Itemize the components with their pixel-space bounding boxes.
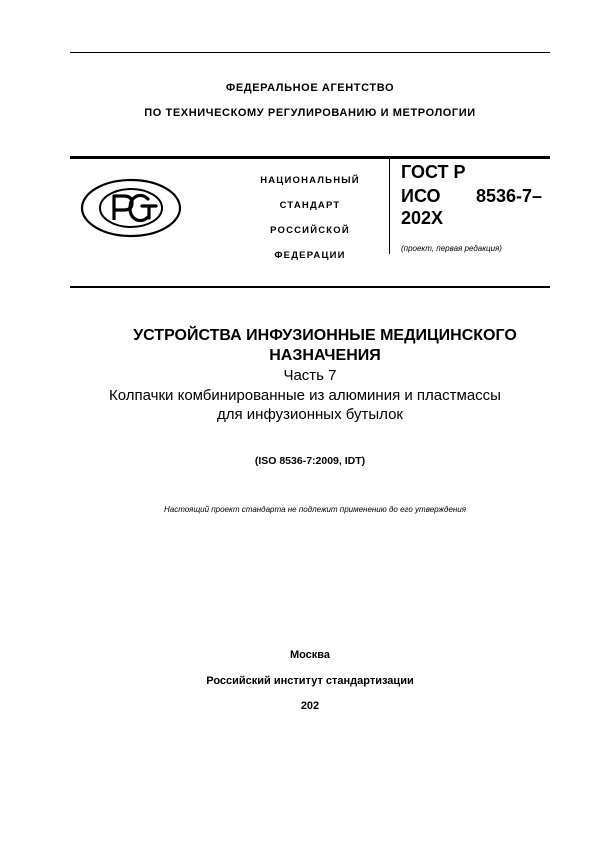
publication-year: 202 <box>300 700 320 712</box>
gost-designation-line1: ГОСТ Р <box>401 162 466 182</box>
rst-logo <box>80 178 182 238</box>
designation-divider <box>389 159 390 254</box>
edition-note: (проект, первая редакция) <box>401 244 502 253</box>
designation-bottom-rule <box>70 286 550 288</box>
iso-reference: (ISO 8536-7:2009, IDT) <box>254 455 366 467</box>
agency-name-line1: ФЕДЕРАЛЬНОЕ АГЕНТСТВО <box>225 82 395 94</box>
top-rule <box>70 52 550 53</box>
national-line1: НАЦИОНАЛЬНЫЙ <box>260 175 360 186</box>
national-line2: СТАНДАРТ <box>279 200 341 211</box>
iso-prefix: ИСО <box>401 186 441 206</box>
iso-number: 8536-7– <box>476 186 543 206</box>
draft-notice: Настоящий проект стандарта не подлежит применению до его утверждения <box>163 505 467 514</box>
national-line4: ФЕДЕРАЦИИ <box>274 250 346 261</box>
publication-city: Москва <box>289 649 331 661</box>
document-subtitle-line1: Колпачки комбинированные из алюминия и пластмассы <box>109 387 501 404</box>
publisher-name: Российский институт стандартизации <box>206 675 414 687</box>
document-part: Часть 7 <box>283 367 337 384</box>
designation-top-rule <box>70 156 550 159</box>
designation-year: 202X <box>401 208 444 228</box>
national-line3: РОССИЙСКОЙ <box>270 225 350 236</box>
document-subtitle-line2: для инфузионных бутылок <box>217 406 403 423</box>
document-title-line2: НАЗНАЧЕНИЯ <box>269 347 381 364</box>
agency-name-line2: ПО ТЕХНИЧЕСКОМУ РЕГУЛИРОВАНИЮ И МЕТРОЛОГИИ <box>144 107 476 119</box>
document-title-line1: УСТРОЙСТВА ИНФУЗИОННЫЕ МЕДИЦИНСКОГО <box>133 327 517 344</box>
